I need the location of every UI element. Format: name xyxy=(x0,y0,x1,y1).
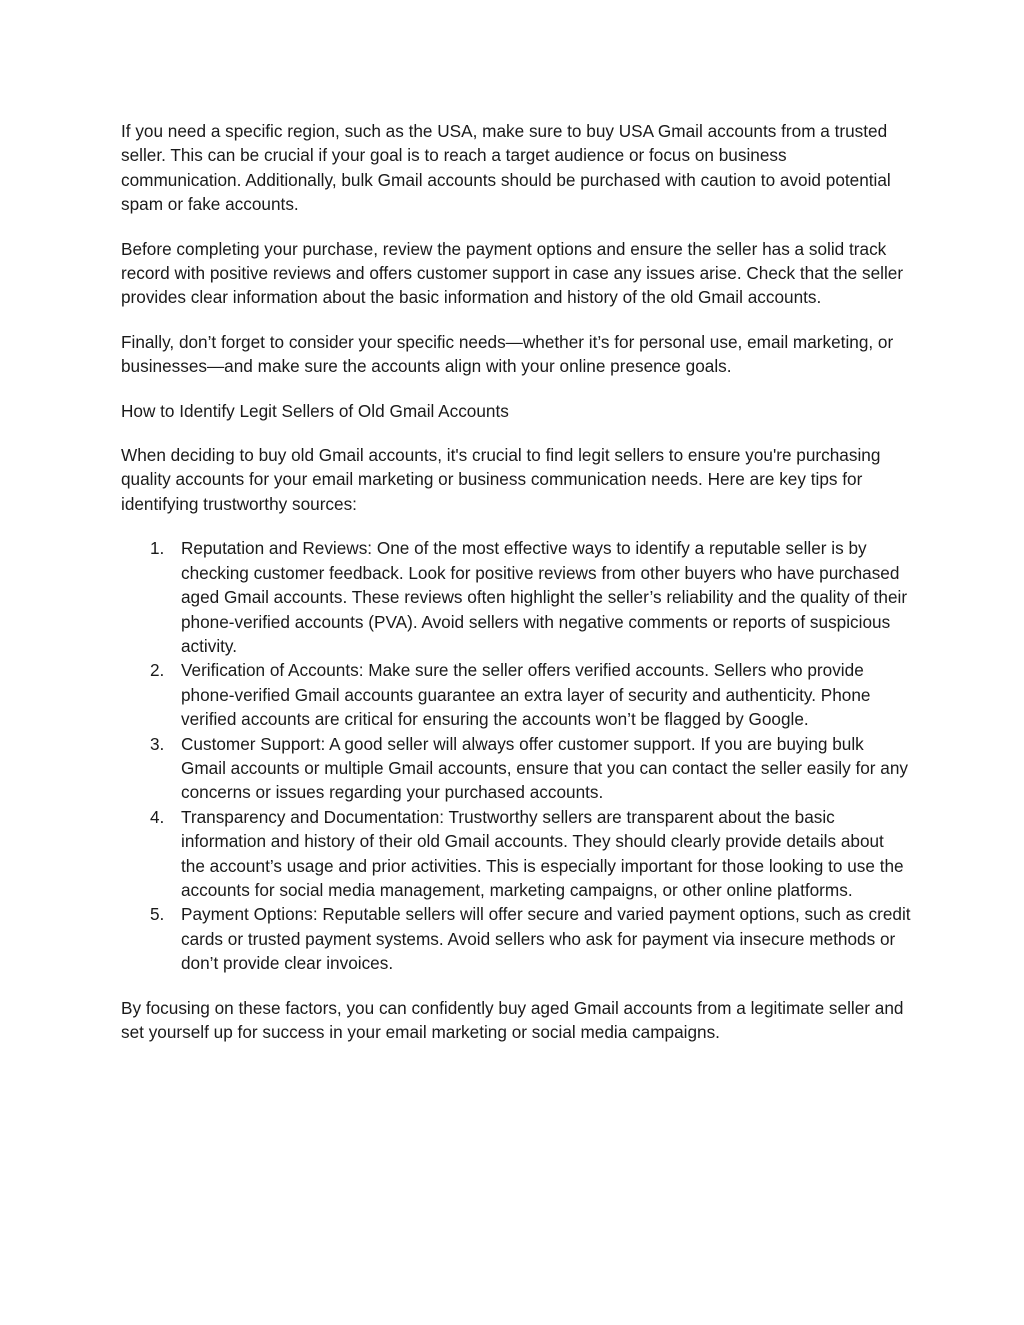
list-item-number: 3. xyxy=(150,733,165,754)
document-page xyxy=(121,119,911,1064)
list-item-text: Customer Support: A good seller will always offer customer support. If you are buying bulk Gmail accounts or multiple Gmail accounts, ensure that you can contact the seller easily for any concerns or issues regarding your purchased accounts. xyxy=(181,733,908,803)
list-item-text: Transparency and Documentation: Trustworthy sellers are transparent about the basic information and history of their old Gmail accounts. They should clearly provide details about the account’s usage and prior activities. This is especially important for those looking to use the accounts for social media management, marketing campaigns, or other online platforms. xyxy=(181,806,904,900)
list-item-number: 1. xyxy=(150,538,165,559)
list-item-number: 2. xyxy=(150,660,165,681)
list-item xyxy=(150,536,911,658)
list-item xyxy=(150,658,911,731)
list-item xyxy=(150,805,911,903)
list-item-text: Reputation and Reviews: One of the most effective ways to identify a reputable seller is by checking customer feedback. Look for positive reviews from other buyers who have purchased aged Gmail accounts. These reviews often highlight the seller’s reliability and the quality of their phone-verified accounts (PVA). Avoid sellers with negative comments or reports of suspicious activity. xyxy=(181,538,908,656)
paragraph-specific-needs: Finally, don’t forget to consider your specific needs—whether it’s for personal use, email marketing, or businesses—and make sure the accounts align with your online presence goals. xyxy=(121,331,894,377)
list-item xyxy=(150,902,911,975)
paragraph-region: If you need a specific region, such as the USA, make sure to buy USA Gmail accounts from a trusted seller. This can be crucial if your goal is to reach a target audience or focus on business communication. Additionally, bulk Gmail accounts should be purchased with caution to avoid potential spam or fake accounts. xyxy=(121,121,891,215)
section-heading: How to Identify Legit Sellers of Old Gmail Accounts xyxy=(121,400,509,421)
list-item-text: Verification of Accounts: Make sure the seller offers verified accounts. Sellers who provide phone-verified Gmail accounts guarantee an extra layer of security and authenticity. Phone verified accounts are critical for ensuring the accounts won’t be flagged by Google. xyxy=(181,660,871,730)
list-item-text: Payment Options: Reputable sellers will offer secure and varied payment options, such as credit cards or trusted payment systems. Avoid sellers who ask for payment via insecure methods or don’t provide clear invoices. xyxy=(181,904,911,974)
paragraph-purchase-review: Before completing your purchase, review the payment options and ensure the seller has a solid track record with positive reviews and offers customer support in case any issues arise. Check that the seller provides clear information about the basic information and history of the old Gmail accounts. xyxy=(121,238,904,308)
paragraph-conclusion: By focusing on these factors, you can confidently buy aged Gmail accounts from a legitimate seller and set yourself up for success in your email marketing or social media campaigns. xyxy=(121,997,904,1042)
paragraph-intro: When deciding to buy old Gmail accounts, it's crucial to find legit sellers to ensure you're purchasing quality accounts for your email marketing or business communication needs. Here are key tips for identifying trustworthy sources: xyxy=(121,445,881,514)
list-item xyxy=(150,732,911,805)
tips-list xyxy=(121,536,911,975)
list-item-number: 4. xyxy=(150,806,165,827)
list-item-number: 5. xyxy=(150,904,165,925)
